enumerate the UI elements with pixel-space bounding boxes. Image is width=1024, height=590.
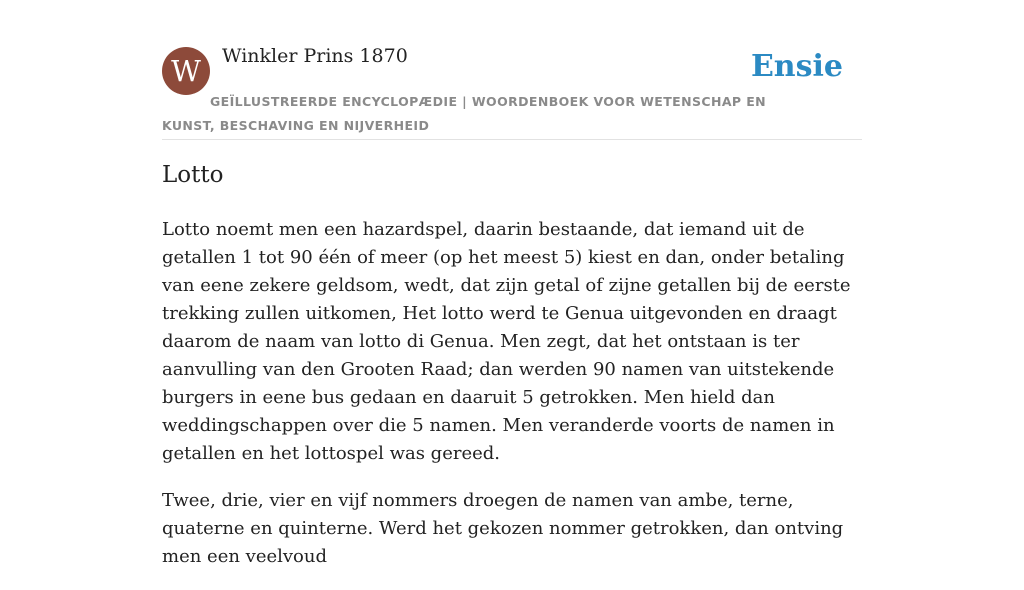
article-body	[162, 216, 862, 590]
article-paragraph: Twee, drie, vier en vijf nommers droegen de namen van ambe, terne, quaterne en quinterne. Werd het gekozen nommer getrokken, dan ontving men een veelvoud	[162, 490, 844, 567]
source-title-link[interactable]: Winkler Prins 1870	[222, 45, 408, 67]
ensie-logo[interactable]: Ensie	[750, 49, 843, 84]
source-avatar[interactable]: W	[162, 47, 210, 95]
article-title: Lotto	[162, 162, 224, 188]
article-paragraph: Lotto noemt men een hazardspel, daarin bestaande, dat iemand uit de getallen 1 tot 90 één of meer (op het meest 5) kiest en dan, onder betaling van eene zekere geldsom, wedt, dat zijn getal of zijne getallen bij de eerste trekking zullen uitkomen, Het lotto werd te Genua uitgevonden en draagt daarom de naam van lotto di Genua. Men zegt, dat het ontstaan is ter aanvulling van den Grooten Raad; dan werden 90 namen van uitstekende burgers in eene bus gedaan en daaruit 5 getrokken. Men hield dan weddingschappen over die 5 namen. Men veranderde voorts de namen in getallen en het lottospel was gereed.	[162, 219, 851, 464]
header-divider	[162, 139, 862, 140]
source-subtitle: GEÏLLUSTREERDE ENCYCLOPÆDIE | WOORDENBOEK VOOR WETENSCHAP EN KUNST, BESCHAVING EN NIJVERHEID	[162, 94, 767, 133]
